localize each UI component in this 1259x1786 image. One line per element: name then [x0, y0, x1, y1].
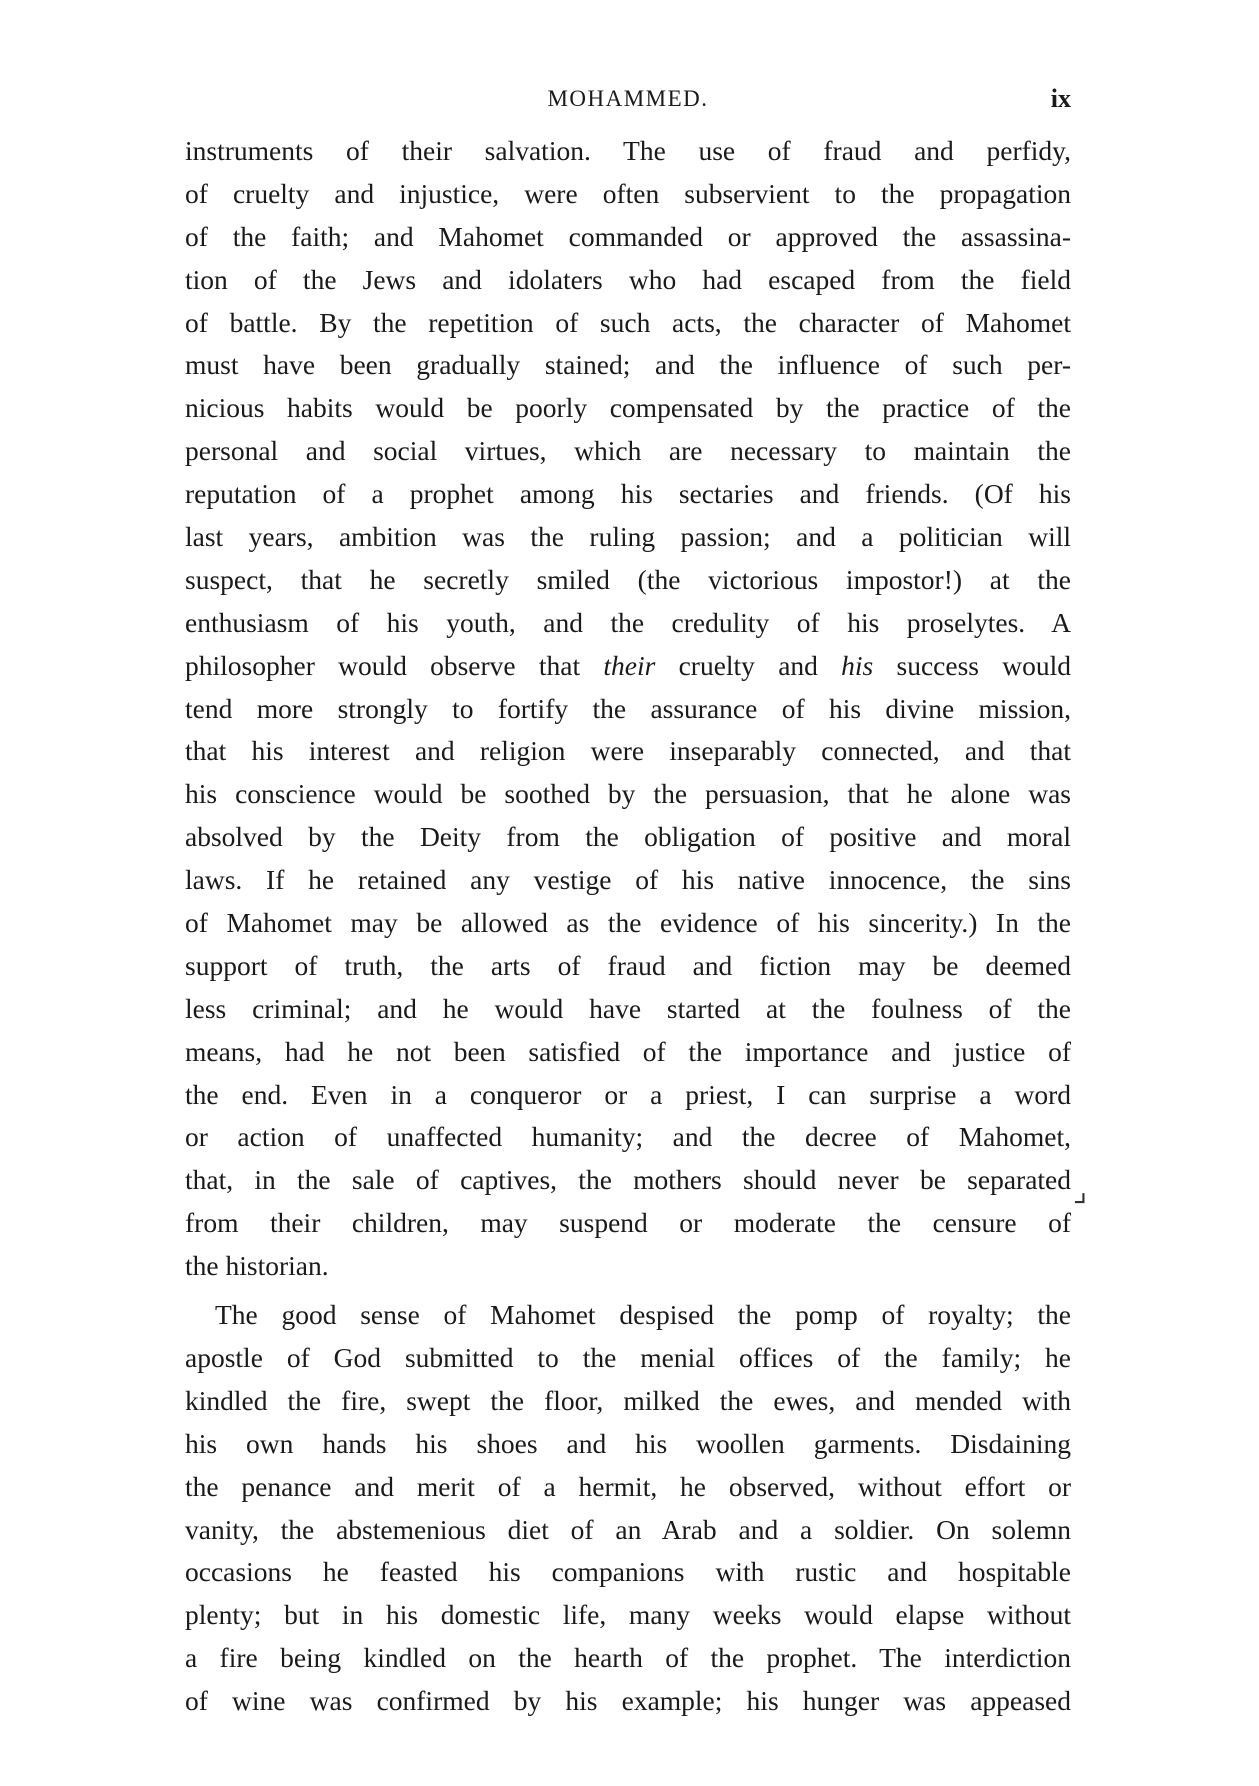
text-line: personal and social virtues, which are necessary to maintain the	[185, 435, 1071, 467]
text-line: last years, ambition was the ruling passion; and a politician will	[185, 521, 1071, 553]
text-line: tion of the Jews and idolaters who had escaped from the field	[185, 263, 1071, 295]
text-line: apostle of God submitted to the menial offices of the family; he	[185, 1341, 1071, 1373]
text-line: of wine was confirmed by his example; his hunger was appeased	[185, 1685, 1071, 1717]
text-line: or action of unaffected humanity; and the decree of Mahomet,	[185, 1121, 1071, 1153]
running-head	[185, 82, 1071, 122]
text-line: his own hands his shoes and his woollen garments. Disdaining	[185, 1427, 1071, 1459]
text-line: that his interest and religion were inseparably connected, and that	[185, 735, 1071, 767]
text-line: support of truth, the arts of fraud and fiction may be deemed	[185, 949, 1071, 981]
text-line: plenty; but in his domestic life, many weeks would elapse without	[185, 1599, 1071, 1631]
text-line: less criminal; and he would have started at the foulness of the	[185, 992, 1071, 1024]
text-line: suspect, that he secretly smiled (the victorious impostor!) at the	[185, 563, 1071, 595]
text-line: from their children, may suspend or moderate the censure of	[185, 1207, 1071, 1239]
text-line: his conscience would be soothed by the persuasion, that he alone was	[185, 778, 1071, 810]
running-title: MOHAMMED.	[547, 86, 709, 111]
paragraph-1	[185, 130, 1071, 1288]
emphasis: their	[603, 649, 656, 681]
paragraph-2	[185, 1294, 1071, 1723]
text-line: vanity, the abstemenious diet of an Arab and a soldier. On solemn	[185, 1513, 1071, 1545]
text-line: the penance and merit of a hermit, he observed, without effort or	[185, 1470, 1071, 1502]
text-line: means, had he not been satisfied of the importance and justice of	[185, 1035, 1071, 1067]
text-line-italic: philosopher would observe that their cruelty and his success would	[185, 649, 1071, 681]
text-line: of cruelty and injustice, were often subservient to the propagation	[185, 177, 1071, 209]
text-line: the end. Even in a conqueror or a priest, I can surprise a word	[185, 1078, 1071, 1110]
text-line: a fire being kindled on the hearth of the prophet. The interdiction	[185, 1642, 1071, 1674]
text-line: of battle. By the repetition of such acts, the character of Mahomet	[185, 306, 1071, 338]
text-line: tend more strongly to fortify the assurance of his divine mission,	[185, 692, 1071, 724]
text-line: of Mahomet may be allowed as the evidence of his sincerity.) In the	[185, 907, 1071, 939]
text-line: laws. If he retained any vestige of his native innocence, the sins	[185, 864, 1071, 896]
text-line: kindled the fire, swept the floor, milked the ewes, and mended with	[185, 1384, 1071, 1416]
emphasis: his	[841, 649, 874, 681]
text-line: reputation of a prophet among his sectaries and friends. (Of his	[185, 478, 1071, 510]
body-text	[185, 130, 1071, 1723]
text-line: of the faith; and Mahomet commanded or approved the assassina-	[185, 220, 1071, 252]
text-line: instruments of their salvation. The use of fraud and perfidy,	[185, 135, 1071, 166]
text-line: occasions he feasted his companions with rustic and hospitable	[185, 1556, 1071, 1588]
text-line: nicious habits would be poorly compensated by the practice of the	[185, 392, 1071, 424]
text-line: must have been gradually stained; and the influence of such per-	[185, 349, 1071, 381]
page-number: ix	[1050, 84, 1071, 113]
text-line: absolved by the Deity from the obligation of positive and moral	[185, 821, 1071, 853]
text-line: enthusiasm of his youth, and the credulity of his proselytes. A	[185, 606, 1071, 638]
text-line: The good sense of Mahomet despised the pomp of royalty; the	[215, 1299, 1071, 1331]
margin-bracket-mark: ⌟	[1073, 1175, 1088, 1208]
text-line: that, in the sale of captives, the mothers should never be separated	[185, 1164, 1071, 1196]
text-line: the historian.	[185, 1250, 329, 1282]
